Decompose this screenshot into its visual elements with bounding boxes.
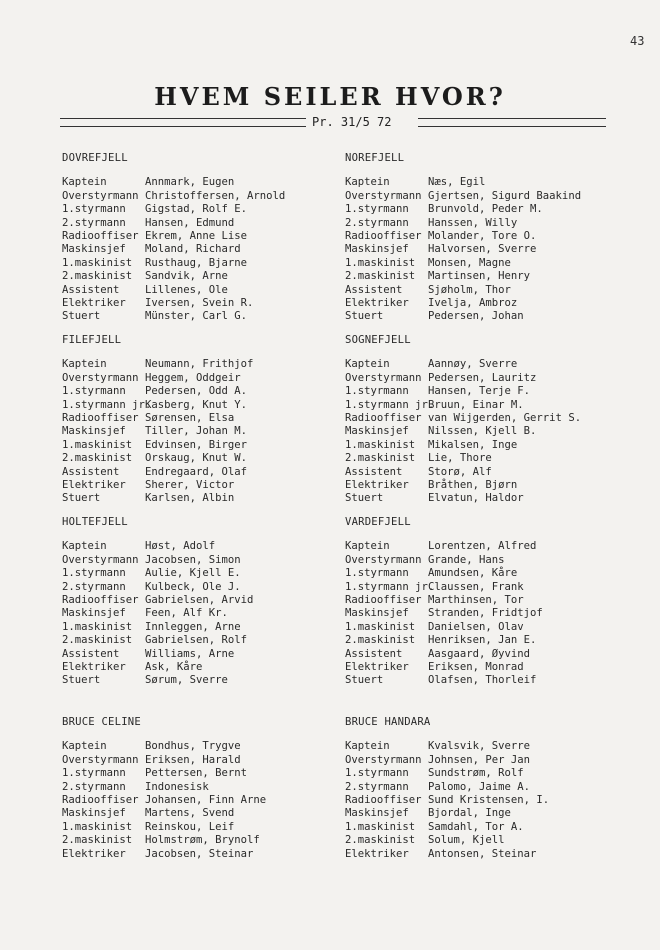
crew-role: Radiooffiser [345,794,422,807]
crew-row [345,230,635,243]
crew-row [345,270,635,283]
crew-row [62,399,352,412]
crew-name: Jacobsen, Simon [145,553,241,566]
crew-row [345,358,635,371]
crew-row [345,794,635,807]
crew-role: Kaptein [62,540,107,553]
crew-name: Feen, Alf Kr. [145,607,228,620]
crew-row [62,466,352,479]
crew-name: Annmark, Eugen [145,176,235,189]
crew-row [62,607,352,620]
ship-block [345,334,635,506]
crew-role: Radiooffiser [62,794,139,807]
crew-role: 1.styrmann [62,567,126,580]
title-rule-right [418,118,606,127]
crew-role: Maskinsjef [345,425,409,438]
crew-row [345,621,635,634]
crew-role: Elektriker [345,479,409,492]
crew-name: Bråthen, Bjørn [428,479,518,492]
crew-row [345,310,635,323]
crew-row [62,794,352,807]
crew-role: 1.maskinist [345,620,416,633]
crew-role: 2.maskinist [62,634,133,647]
crew-role: 2.styrmann [345,780,409,793]
crew-name: Jacobsen, Steinar [145,847,254,860]
crew-name: Nilssen, Kjell B. [428,425,537,438]
crew-name: Sund Kristensen, I. [428,794,550,807]
crew-name: Johansen, Finn Arne [145,794,267,807]
crew-row [62,821,352,834]
crew-role: Overstyrmann [345,371,422,384]
crew-row [345,661,635,674]
crew-name: Karlsen, Albin [145,492,235,505]
crew-name: Storø, Alf [428,465,492,478]
crew-row [345,243,635,256]
crew-name: Henriksen, Jan E. [428,634,537,647]
crew-role: Assistent [62,465,120,478]
crew-row [62,372,352,385]
crew-name: Martinsen, Henry [428,270,531,283]
crew-name: Sherer, Victor [145,479,235,492]
crew-name: Sørensen, Elsa [145,412,235,425]
crew-role: Elektriker [62,479,126,492]
crew-role: Radiooffiser [62,412,139,425]
crew-role: Elektriker [345,847,409,860]
crew-row [62,767,352,780]
crew-name: Solum, Kjell [428,834,505,847]
crew-role: Kaptein [345,358,390,371]
crew-role: Overstyrmann [62,753,139,766]
crew-role: Kaptein [62,358,107,371]
crew-row [62,203,352,216]
crew-row [62,270,352,283]
ship-name: HOLTEFJELL [62,516,128,528]
crew-name: Pedersen, Odd A. [145,385,248,398]
crew-row [345,452,635,465]
crew-role: Elektriker [345,661,409,674]
crew-role: Overstyrmann [62,553,139,566]
crew-row [62,554,352,567]
crew-role: 1.styrmann jr. [62,398,152,411]
crew-name: Eriksen, Monrad [428,661,524,674]
crew-name: Hansen, Edmund [145,216,235,229]
crew-row [345,540,635,553]
crew-role: Assistent [345,647,403,660]
crew-row [62,661,352,674]
crew-name: Aasgaard, Øyvind [428,647,531,660]
crew-role: 2.maskinist [345,834,416,847]
crew-row [345,754,635,767]
crew-name: Samdahl, Tor A. [428,820,524,833]
crew-role: Stuert [345,310,384,323]
crew-name: Molander, Tore O. [428,230,537,243]
crew-name: Grande, Hans [428,553,505,566]
crew-name: Münster, Carl G. [145,310,248,323]
crew-role: Kaptein [345,540,390,553]
crew-name: Sjøholm, Thor [428,283,511,296]
crew-row [62,648,352,661]
ship-block [62,716,352,861]
crew-row [345,848,635,861]
crew-name: Aulie, Kjell E. [145,567,241,580]
crew-name: Neumann, Frithjof [145,358,254,371]
crew-name: Elvatun, Haldor [428,492,524,505]
crew-row [62,439,352,452]
crew-name: Reinskou, Leif [145,820,235,833]
crew-name: Innleggen, Arne [145,620,241,633]
crew-row [62,848,352,861]
crew-name: Iversen, Svein R. [145,297,254,310]
crew-name: Tiller, Johan M. [145,425,248,438]
crew-row [62,243,352,256]
crew-name: Halvorsen, Sverre [428,243,537,256]
crew-role: Assistent [62,647,120,660]
crew-row [345,412,635,425]
crew-row [345,594,635,607]
crew-name: Brunvold, Peder M. [428,203,543,216]
crew-role: Elektriker [62,847,126,860]
crew-role: 1.styrmann jr. [345,398,435,411]
crew-role: 1.maskinist [62,620,133,633]
crew-name: Stranden, Fridtjof [428,607,543,620]
crew-role: 1.maskinist [345,820,416,833]
crew-role: 1.maskinist [345,438,416,451]
crew-row [62,834,352,847]
crew-name: Orskaug, Knut W. [145,452,248,465]
crew-row [62,594,352,607]
crew-role: 1.styrmann jr. [345,580,435,593]
ship-name: BRUCE CELINE [62,716,141,728]
crew-name: van Wijgerden, Gerrit S. [428,412,582,425]
crew-role: Maskinsjef [345,807,409,820]
crew-row [345,297,635,310]
crew-name: Lorentzen, Alfred [428,540,537,553]
crew-row [62,567,352,580]
crew-row [62,257,352,270]
crew-row [345,372,635,385]
crew-name: Claussen, Frank [428,580,524,593]
crew-name: Palomo, Jaime A. [428,780,531,793]
crew-name: Amundsen, Kåre [428,567,518,580]
crew-name: Sundstrøm, Rolf [428,767,524,780]
crew-role: 2.styrmann [62,580,126,593]
crew-name: Endregaard, Olaf [145,465,248,478]
crew-role: Kaptein [62,740,107,753]
crew-row [345,767,635,780]
crew-role: 2.styrmann [62,216,126,229]
crew-name: Gabrielsen, Rolf [145,634,248,647]
crew-role: Elektriker [345,297,409,310]
crew-name: Mikalsen, Inge [428,438,518,451]
crew-row [62,358,352,371]
crew-row [345,567,635,580]
crew-role: 1.maskinist [62,256,133,269]
crew-role: 1.maskinist [62,820,133,833]
crew-row [62,540,352,553]
crew-row [62,754,352,767]
crew-name: Kvalsvik, Sverre [428,740,531,753]
crew-name: Ekrem, Anne Lise [145,230,248,243]
crew-row [62,217,352,230]
crew-role: Stuert [345,674,384,687]
crew-row [62,284,352,297]
crew-name: Næs, Egil [428,176,486,189]
crew-role: 1.maskinist [345,256,416,269]
crew-row [62,190,352,203]
crew-name: Gabrielsen, Arvid [145,594,254,607]
crew-name: Danielsen, Olav [428,620,524,633]
crew-name: Sørum, Sverre [145,674,228,687]
crew-row [62,230,352,243]
crew-role: 1.styrmann [345,385,409,398]
crew-row [345,821,635,834]
crew-role: Maskinsjef [345,243,409,256]
crew-name: Moland, Richard [145,243,241,256]
crew-role: Stuert [62,674,101,687]
ship-block [62,516,352,688]
page-number: 43 [630,34,645,48]
crew-row [62,176,352,189]
crew-row [62,581,352,594]
crew-name: Edvinsen, Birger [145,438,248,451]
crew-name: Antonsen, Steinar [428,847,537,860]
crew-role: 2.styrmann [62,780,126,793]
crew-name: Johnsen, Per Jan [428,753,531,766]
crew-row [345,740,635,753]
crew-row [345,581,635,594]
date-label: Pr. 31/5 72 [312,115,392,129]
crew-role: 1.styrmann [345,203,409,216]
crew-name: Pettersen, Bernt [145,767,248,780]
crew-row [345,554,635,567]
crew-name: Bjordal, Inge [428,807,511,820]
crew-row [62,740,352,753]
crew-role: Assistent [345,465,403,478]
ship-block [62,152,352,324]
ship-name: SOGNEFJELL [345,334,411,346]
crew-role: 1.styrmann [62,203,126,216]
crew-role: Radiooffiser [345,412,422,425]
crew-role: Overstyrmann [345,189,422,202]
crew-row [62,634,352,647]
crew-row [345,807,635,820]
crew-role: 1.styrmann [345,567,409,580]
crew-name: Eriksen, Harald [145,753,241,766]
crew-row [345,607,635,620]
crew-row [345,674,635,687]
crew-role: 1.maskinist [62,438,133,451]
crew-role: Stuert [62,492,101,505]
crew-role: Overstyrmann [345,553,422,566]
crew-row [62,807,352,820]
crew-role: Kaptein [345,176,390,189]
crew-role: 1.styrmann [345,767,409,780]
crew-name: Lie, Thore [428,452,492,465]
crew-row [62,452,352,465]
crew-role: Maskinsjef [345,607,409,620]
crew-name: Holmstrøm, Brynolf [145,834,260,847]
crew-name: Martens, Svend [145,807,235,820]
ship-block [62,334,352,506]
crew-row [62,425,352,438]
crew-name: Rusthaug, Bjarne [145,256,248,269]
crew-name: Lillenes, Ole [145,283,228,296]
crew-row [345,479,635,492]
crew-role: Maskinsjef [62,807,126,820]
crew-name: Aannøy, Sverre [428,358,518,371]
crew-name: Bruun, Einar M. [428,398,524,411]
crew-name: Indonesisk [145,780,209,793]
crew-name: Hanssen, Willy [428,216,518,229]
crew-name: Hansen, Terje F. [428,385,531,398]
crew-role: Stuert [62,310,101,323]
crew-row [345,399,635,412]
crew-name: Olafsen, Thorleif [428,674,537,687]
crew-name: Heggem, Oddgeir [145,371,241,384]
crew-role: Overstyrmann [62,371,139,384]
crew-role: Overstyrmann [345,753,422,766]
crew-name: Monsen, Magne [428,256,511,269]
crew-row [345,257,635,270]
ship-block [345,516,635,688]
crew-role: 1.styrmann [62,767,126,780]
crew-row [345,385,635,398]
crew-role: Kaptein [345,740,390,753]
crew-name: Pedersen, Johan [428,310,524,323]
ship-name: DOVREFJELL [62,152,128,164]
crew-role: 2.styrmann [345,216,409,229]
crew-name: Sandvik, Arne [145,270,228,283]
ship-name: FILEFJELL [62,334,122,346]
crew-role: Stuert [345,492,384,505]
crew-row [345,492,635,505]
ship-block [345,152,635,324]
crew-role: 2.maskinist [345,452,416,465]
crew-row [62,492,352,505]
crew-role: 2.maskinist [62,834,133,847]
crew-role: Elektriker [62,297,126,310]
crew-name: Christoffersen, Arnold [145,189,286,202]
crew-name: Kulbeck, Ole J. [145,580,241,593]
crew-name: Ivelja, Ambroz [428,297,518,310]
crew-row [62,297,352,310]
crew-row [345,176,635,189]
crew-row [345,284,635,297]
crew-row [62,412,352,425]
ship-block [345,716,635,861]
crew-role: Assistent [345,283,403,296]
crew-row [345,190,635,203]
page-title: HVEM SEILER HVOR? [154,82,506,111]
crew-role: Maskinsjef [62,607,126,620]
crew-row [345,217,635,230]
crew-row [62,781,352,794]
crew-role: Radiooffiser [345,230,422,243]
crew-role: Overstyrmann [62,189,139,202]
crew-name: Williams, Arne [145,647,235,660]
crew-row [345,203,635,216]
crew-row [345,648,635,661]
crew-name: Gigstad, Rolf E. [145,203,248,216]
crew-role: Radiooffiser [345,594,422,607]
title-rule-left [60,118,306,127]
ship-name: NOREFJELL [345,152,405,164]
crew-role: Kaptein [62,176,107,189]
crew-row [62,310,352,323]
crew-name: Pedersen, Lauritz [428,371,537,384]
crew-row [62,385,352,398]
crew-role: Radiooffiser [62,230,139,243]
crew-row [62,621,352,634]
crew-row [345,781,635,794]
crew-role: 2.maskinist [62,270,133,283]
crew-row [345,634,635,647]
crew-name: Gjertsen, Sigurd Baakind [428,189,582,202]
crew-row [62,674,352,687]
crew-role: Maskinsjef [62,425,126,438]
crew-role: Assistent [62,283,120,296]
crew-name: Høst, Adolf [145,540,216,553]
crew-name: Ask, Kåre [145,661,203,674]
crew-row [345,425,635,438]
crew-row [62,479,352,492]
crew-role: 2.maskinist [62,452,133,465]
crew-role: Elektriker [62,661,126,674]
ship-name: VARDEFJELL [345,516,411,528]
crew-name: Bondhus, Trygve [145,740,241,753]
crew-role: 2.maskinist [345,634,416,647]
crew-name: Marthinsen, Tor [428,594,524,607]
crew-role: 1.styrmann [62,385,126,398]
crew-role: Radiooffiser [62,594,139,607]
crew-row [345,834,635,847]
crew-role: 2.maskinist [345,270,416,283]
ship-name: BRUCE HANDARA [345,716,431,728]
crew-role: Maskinsjef [62,243,126,256]
crew-name: Kasberg, Knut Y. [145,398,248,411]
crew-row [345,466,635,479]
crew-row [345,439,635,452]
